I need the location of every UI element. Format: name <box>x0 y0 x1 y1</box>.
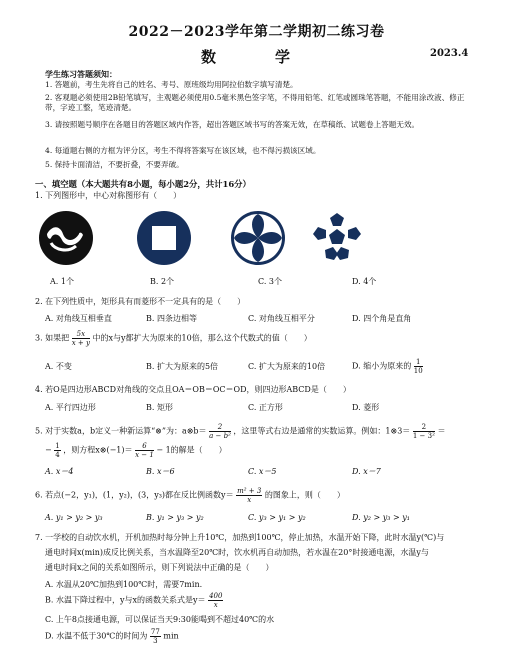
option-b[interactable]: B. 四条边相等 <box>146 314 197 323</box>
q3-numerator: 5x <box>72 330 90 339</box>
option-c[interactable]: C. y₃ > y₁ > y₂ <box>248 513 306 522</box>
notice-heading: 学生练习答题须知： <box>45 69 117 79</box>
option-d-text: D. 水温不低于30℃的时间为 <box>45 631 148 641</box>
pentagon-flower-icon <box>310 211 364 263</box>
option-d-numerator: 1 <box>414 358 423 367</box>
question-2-stem: 2. 在下列性质中，矩形具有而菱形不一定具有的是（ ） <box>35 297 246 306</box>
option-c[interactable]: C. 正方形 <box>248 403 283 412</box>
exam-date: 2023.4 <box>430 48 469 59</box>
q5-numerator-4: 6 <box>135 442 154 451</box>
q6-numerator: m² + 3 <box>237 487 262 495</box>
q6-prefix: 6. 若点(−2，y₁)，(1，y₂)，(3，y₃)都在反比例函数y＝ <box>35 490 234 500</box>
option-c[interactable]: C. 上午8点接通电源，可以保证当天9:30能喝到不超过40℃的水 <box>45 615 275 624</box>
option-c[interactable]: C. 扩大为原来的10倍 <box>248 362 326 371</box>
yin-yang-wave-icon <box>38 210 94 266</box>
option-d-fraction <box>150 628 161 645</box>
option-d[interactable]: D. 菱形 <box>352 403 380 412</box>
q3-fraction <box>72 330 90 347</box>
option-a[interactable]: A. 不变 <box>45 362 72 371</box>
q3-denominator: x + y <box>71 339 90 347</box>
q5-fraction-4 <box>135 442 154 459</box>
q5-numerator-3: 1 <box>55 442 60 450</box>
question-7-line: 通电时间x之间的关系如图所示，则下列说法中正确的是（ ） <box>45 563 274 572</box>
q5-equals: ＝ <box>437 426 446 436</box>
q5-suffix: − 1的解是（ ） <box>156 445 227 455</box>
question-7-line: 通电时间x(min)成反比例关系，当水温降至20℃时，饮水机再自动加热，若水温在20°时接通电源，水温y与 <box>45 548 429 557</box>
option-a[interactable]: A. x＝4 <box>45 467 74 476</box>
option-d-text: D. 缩小为原来的 <box>352 361 412 371</box>
q3-prefix: 3. 如果把 <box>35 333 70 343</box>
q5-fraction-2 <box>413 423 435 440</box>
option-b[interactable]: B. 2个 <box>150 277 175 286</box>
option-b[interactable]: B. 矩形 <box>146 403 173 412</box>
q3-suffix: 中的x与y都扩大为原来的10倍，那么这个代数式的值（ ） <box>92 333 312 343</box>
q6-fraction <box>236 487 262 504</box>
option-b-numerator: 400 <box>209 592 223 600</box>
q5-equation: ，则方程x⊗(−1)＝ <box>63 445 133 455</box>
square-hole-coin-icon <box>136 210 192 266</box>
option-b[interactable]: B. x＝6 <box>146 467 175 476</box>
subject-title: 数 学 <box>200 48 312 66</box>
option-a[interactable]: A. 水温从20℃加热到100℃时，需要7min. <box>45 580 203 589</box>
option-d-fraction <box>414 358 423 375</box>
exam-title: 2022－2023学年第二学期初二练习卷 <box>128 24 385 40</box>
q5-fraction-3 <box>54 442 60 459</box>
question-4-stem: 4. 若O是四边形ABCD对角线的交点且OA＝OB＝OC＝OD，则四边形ABCD是（ ） <box>35 385 351 394</box>
option-d-denominator: 3 <box>153 637 158 645</box>
notice-item: 4. 每道题右侧的方框为评分区，考生不得将答案写在该区域，也不得污损该区域。 <box>45 146 321 155</box>
option-a[interactable]: A. 对角线互相垂直 <box>45 314 112 323</box>
notice-item: 5. 保持卡面清洁，不要折叠，不要弄破。 <box>45 160 184 169</box>
q5-denominator-2: 1 − 3² <box>412 432 435 440</box>
q6-suffix: 的图象上，则（ ） <box>264 490 345 500</box>
option-d[interactable] <box>352 358 423 375</box>
q5-middle: ，这里等式右边是通常的实数运算。例如：1⊗3＝ <box>233 426 411 436</box>
option-d[interactable]: D. 四个角是直角 <box>352 314 412 323</box>
option-a[interactable]: A. 平行四边形 <box>45 403 96 412</box>
option-b[interactable]: B. y₁ > y₃ > y₂ <box>146 513 204 522</box>
q5-prefix: 5. 对于实数a，b定义一种新运算“⊗”为：a⊗b＝ <box>35 426 207 436</box>
option-d-numerator: 77 <box>150 628 160 636</box>
option-d[interactable]: D. 4个 <box>352 277 377 286</box>
notice-item: 1. 答题前，考生先将自己的姓名、考号、原班级均用阿拉伯数字填写清楚。 <box>45 80 298 89</box>
option-b-text: B. 水温下降过程中，y与x的函数关系式是y＝ <box>45 595 206 605</box>
q5-fraction-1 <box>209 423 231 440</box>
option-c[interactable]: C. x＝5 <box>248 467 277 476</box>
option-c[interactable]: C. 对角线互相平分 <box>248 314 315 323</box>
q5-denominator-1: a − b² <box>209 432 231 440</box>
q5-denominator-4: x − 1 <box>135 451 154 459</box>
question-3-stem <box>35 330 312 347</box>
q6-denominator: x <box>247 496 252 504</box>
option-a[interactable]: A. 1个 <box>50 277 74 286</box>
option-c[interactable]: C. 3个 <box>258 277 283 286</box>
option-a[interactable]: A. y₁ > y₂ > y₃ <box>45 513 103 522</box>
question-5-line-2 <box>45 442 227 459</box>
option-d[interactable]: D. y₂ > y₃ > y₁ <box>352 513 410 522</box>
q5-numerator-2: 2 <box>413 423 435 432</box>
four-petal-circle-icon <box>230 210 286 266</box>
q5-numerator-1: 2 <box>209 423 231 432</box>
q5-minus: − <box>45 445 52 455</box>
question-6-stem <box>35 487 345 504</box>
question-1-stem: 1. 下列图形中，中心对称图形有（ ） <box>35 191 182 200</box>
option-b-denominator: x <box>213 601 218 609</box>
q5-denominator-3: 4 <box>55 451 60 459</box>
notice-item: 2. 客观题必须使用2B铅笔填写，主观题必须使用0.5毫米黑色签字笔，不得用铅笔、红笔或圆珠笔答题，不能用涂改液、修正带，字迹工整，笔迹清楚。 <box>45 93 465 112</box>
notice-item: 3. 请按照题号顺序在各题目的答题区域内作答，超出答题区域书写的答案无效，在草稿纸、试题卷上答题无效。 <box>45 120 420 129</box>
question-7-line: 7. 一学校的自动饮水机，开机加热时每分钟上升10℃，加热到100℃，停止加热，水温开始下降，此时水温y(℃)与 <box>35 533 445 542</box>
option-d[interactable]: D. x＝7 <box>352 467 381 476</box>
section-heading: 一、填空题（本大题共有8小题，每小题2分，共计16分） <box>35 179 251 189</box>
option-b[interactable]: B. 扩大为原来的5倍 <box>146 362 219 371</box>
option-b[interactable] <box>45 592 223 609</box>
question-5-line-1 <box>35 423 445 440</box>
option-d-unit: min <box>163 631 179 641</box>
option-d-denominator: 10 <box>413 367 423 375</box>
option-d[interactable] <box>45 628 179 645</box>
option-b-fraction <box>208 592 223 609</box>
